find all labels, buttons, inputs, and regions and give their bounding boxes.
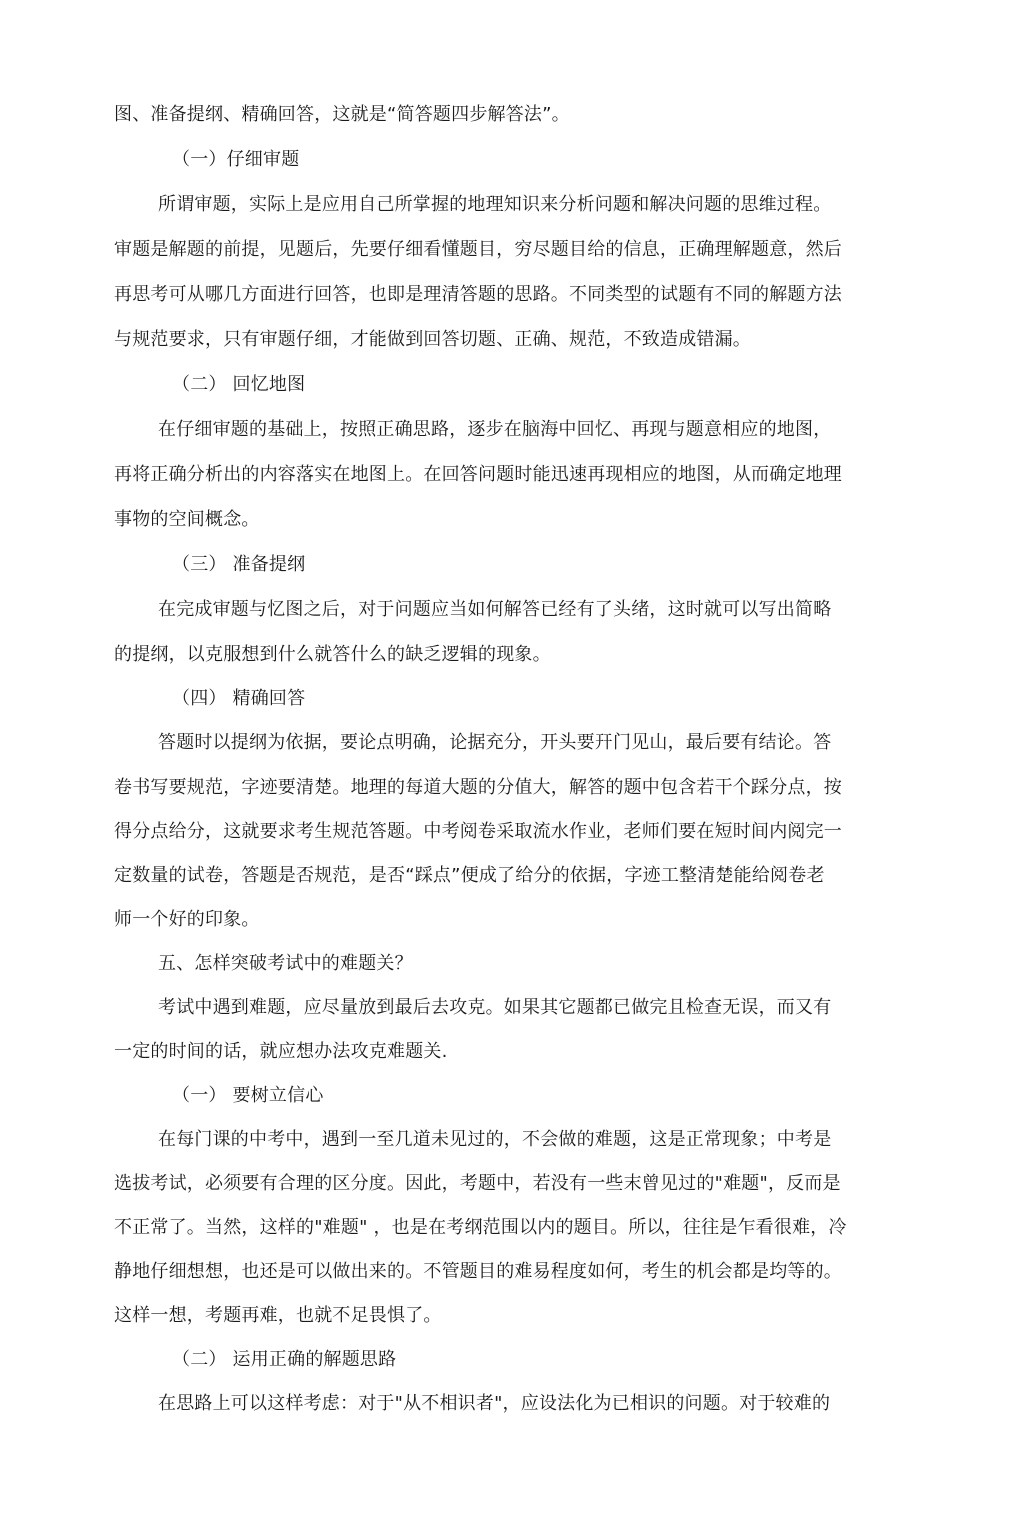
text-line: 师一个好的印象。: [114, 909, 260, 930]
text-line: 得分点给分，这就要求考生规范答题。中考阅卷采取流水作业，老师们要在短时间内阅完一: [114, 821, 842, 842]
section-heading: 五、怎样突破考试中的难题关？: [158, 953, 413, 974]
section-heading: （四） 精确回答: [172, 688, 306, 709]
text-line: 一定的时间的话，就应想办法攻克难题关.: [114, 1041, 448, 1062]
text-line: 所谓审题，实际上是应用自己所掌握的地理知识来分析问题和解决问题的思维过程。: [158, 194, 832, 215]
text-line: 在完成审题与忆图之后，对于问题应当如何解答已经有了头绪，这时就可以写出简略: [158, 599, 832, 620]
text-line: 再思考可从哪几方面进行回答，也即是理清答题的思路。不同类型的试题有不同的解题方法: [114, 284, 842, 305]
text-line: 审题是解题的前提，见题后，先要仔细看懂题目，穷尽题目给的信息，正确理解题意，然后: [114, 239, 842, 260]
text-line: 这样一想，考题再难，也就不足畏惧了。: [114, 1305, 442, 1326]
text-line: 定数量的试卷，答题是否规范，是否“踩点”便成了给分的依据，字迹工整清楚能给阅卷老: [114, 865, 825, 886]
text-line: 答题时以提纲为依据，要论点明确，论据充分，开头要幵门见山，最后要有结论。答: [158, 732, 832, 753]
text-line: 在思路上可以这样考虑：对于"从不相识者"，应设法化为已相识的问题。对于较难的: [158, 1393, 831, 1414]
text-line: 卷书写要规范，字迹要清楚。地理的每道大题的分值大，解答的题中包含若干个踩分点，按: [114, 777, 842, 798]
section-heading: （一）仔细审题: [172, 149, 300, 170]
section-heading: （二） 运用正确的解题思路: [172, 1349, 397, 1370]
text-line: 在每门课的中考中，遇到一至几道未见过的，不会做的难题，这是正常现象；中考是: [158, 1129, 832, 1150]
section-heading: （三） 准备提纲: [172, 554, 306, 575]
text-line: 在仔细审题的基础上，按照正确思路，逐步在脑海中回忆、再现与题意相应的地图，: [158, 419, 832, 440]
text-line: 选拔考试，必须要有合理的区分度。因此，考题中，若没有一些末曾见过的"难题"，反而是: [114, 1173, 841, 1194]
section-heading: （一） 要树立信心: [172, 1085, 324, 1106]
text-line: 事物的空间概念。: [114, 509, 260, 530]
text-line: 与规范要求，只有审题仔细，才能做到回答切题、正确、规范，不致造成错漏。: [114, 329, 751, 350]
text-line: 静地仔细想想，也还是可以做出来的。不管题目的难易程度如何，考生的机会都是均等的。: [114, 1261, 842, 1282]
text-line: 图、准备提纲、精确回答，这就是“简答题四步解答法”。: [114, 104, 570, 125]
text-line: 不正常了。当然，这样的"难题" ，也是在考纲范围以内的题目。所以，往往是乍看很难，冷: [114, 1217, 847, 1238]
text-line: 再将正确分析出的内容落实在地图上。在回答问题时能迅速再现相应的地图，从而确定地理: [114, 464, 842, 485]
text-line: 考试中遇到难题，应尽量放到最后去攻克。如果其它题都已做完且检查无误，而又有: [158, 997, 832, 1018]
section-heading: （二） 回忆地图: [172, 374, 306, 395]
text-line: 的提纲，以克服想到什么就答什么的缺乏逻辑的现象。: [114, 644, 551, 665]
